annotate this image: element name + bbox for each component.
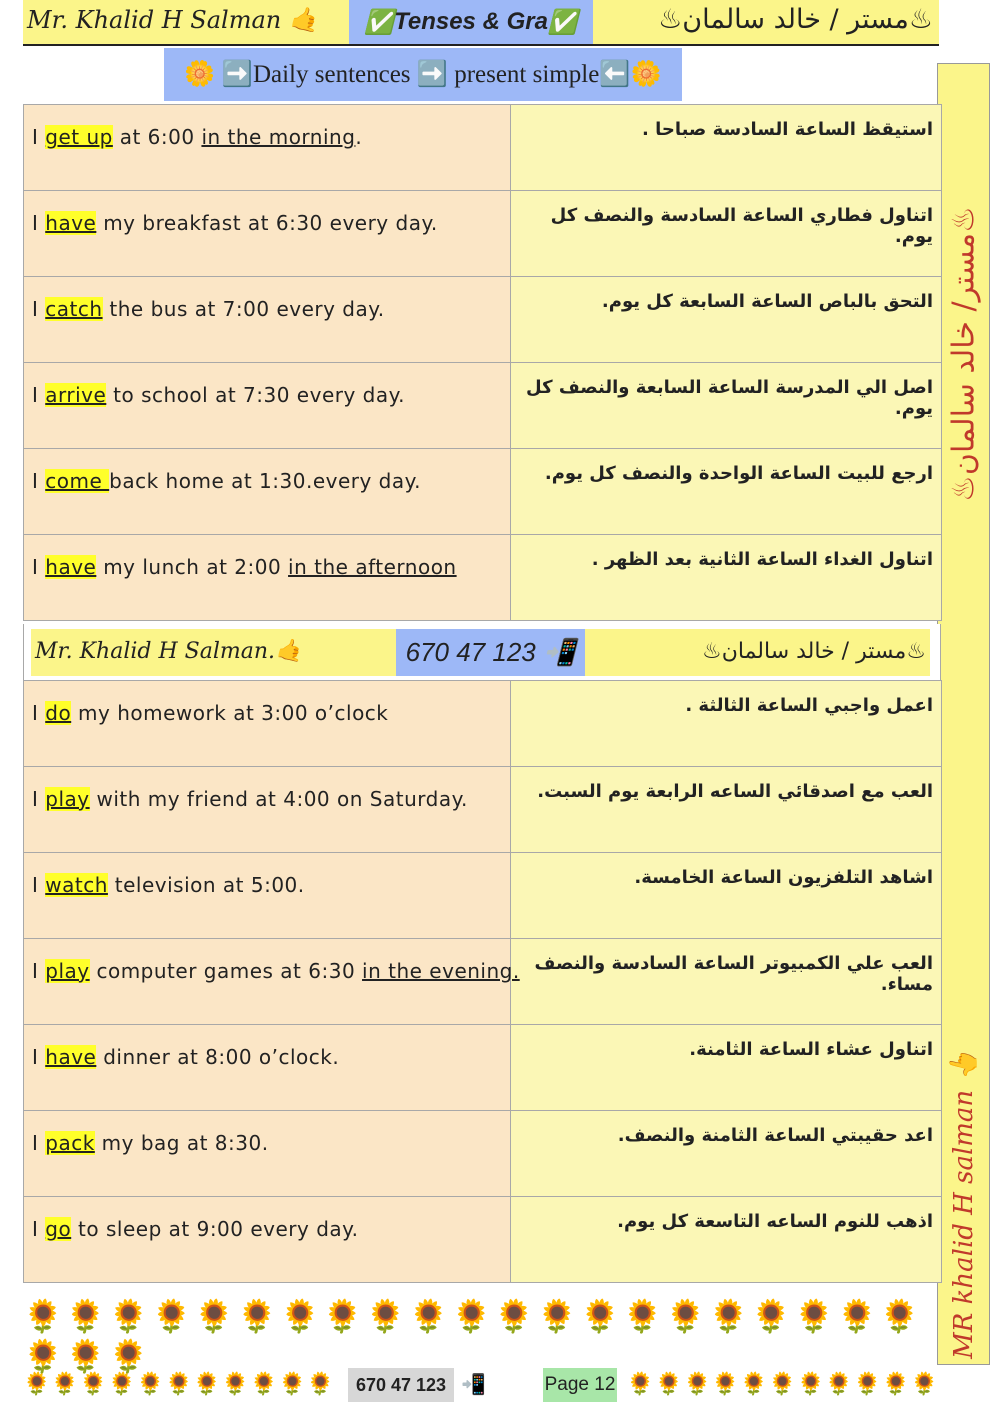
arabic-sentence: اتناول عشاء الساعة الثامنة. bbox=[689, 1039, 933, 1060]
time-phrase: in the afternoon bbox=[288, 555, 457, 579]
arabic-sentence: اعمل واجبي الساعة الثالثة . bbox=[685, 695, 933, 716]
hotspring-icon: ♨ bbox=[658, 4, 683, 35]
arabic-cell bbox=[511, 853, 942, 939]
arabic-cell bbox=[511, 681, 942, 767]
verb-highlight: have bbox=[45, 211, 97, 235]
english-cell bbox=[24, 767, 511, 853]
sentence-row bbox=[24, 535, 942, 621]
english-cell bbox=[24, 1197, 511, 1283]
sentence-table-bottom bbox=[23, 680, 942, 1283]
english-sentence bbox=[24, 681, 510, 725]
arabic-cell bbox=[511, 1111, 942, 1197]
phone-icon: 📲 bbox=[461, 1372, 486, 1396]
english-sentence bbox=[24, 105, 510, 149]
subject: I bbox=[32, 469, 39, 493]
english-cell bbox=[24, 853, 511, 939]
subject: I bbox=[32, 873, 39, 897]
english-sentence bbox=[24, 767, 510, 811]
verb-highlight: do bbox=[45, 701, 72, 725]
sentence-rest: the bus at 7:00 every day. bbox=[102, 297, 385, 321]
subject: I bbox=[32, 959, 39, 983]
english-cell bbox=[24, 191, 511, 277]
english-cell bbox=[24, 1025, 511, 1111]
sentence-rest: with my friend at 4:00 on Saturday. bbox=[89, 787, 468, 811]
arrow-left-icon: ⬅️ bbox=[599, 61, 631, 88]
verb-highlight: have bbox=[45, 1045, 97, 1069]
mid-author-name-en: Mr. Khalid H Salman. bbox=[35, 639, 276, 664]
sentence-row bbox=[24, 191, 942, 277]
subject: I bbox=[32, 125, 39, 149]
flower-icon: 🌼 bbox=[630, 61, 662, 88]
verb-highlight: play bbox=[45, 959, 90, 983]
sentence-rest: my lunch at 2:00 bbox=[96, 555, 289, 579]
hotspring-icon: ♨ bbox=[701, 639, 722, 664]
arabic-cell bbox=[511, 191, 942, 277]
hotspring-icon: ♨ bbox=[946, 206, 981, 233]
sentence-rest: at 6:00 bbox=[112, 125, 202, 149]
hotspring-icon: ♨ bbox=[946, 475, 981, 502]
pointing-hand-icon: 👆 bbox=[948, 1049, 979, 1082]
arabic-sentence: اعد حقيبتي الساعة الثامنة والنصف. bbox=[617, 1125, 933, 1146]
arabic-sentence: التحق بالباص الساعة السابعة كل يوم. bbox=[601, 291, 933, 312]
footer-phone-number: 670 47 123 bbox=[355, 1374, 447, 1395]
subject: I bbox=[32, 1045, 39, 1069]
english-sentence bbox=[24, 1025, 510, 1069]
english-sentence bbox=[24, 191, 510, 235]
header-title-box bbox=[349, 0, 593, 44]
subject: I bbox=[32, 211, 39, 235]
arabic-cell bbox=[511, 535, 942, 621]
subject: I bbox=[32, 555, 39, 579]
footer-phone bbox=[348, 1368, 454, 1402]
subject: I bbox=[32, 701, 39, 725]
sentence-rest: computer games at 6:30 bbox=[89, 959, 363, 983]
sunflower-icon: 🌻🌻🌻🌻🌻🌻🌻🌻🌻🌻🌻 bbox=[23, 1372, 336, 1397]
sentence-rest: my breakfast at 6:30 every day. bbox=[96, 211, 438, 235]
verb-highlight: come bbox=[45, 469, 110, 493]
sentence-rest: back home at 1:30.every day. bbox=[109, 469, 421, 493]
sentence-rest: television at 5:00. bbox=[107, 873, 305, 897]
arabic-sentence: اشاهد التلفزيون الساعة الخامسة. bbox=[634, 867, 933, 888]
english-sentence bbox=[24, 277, 510, 321]
time-phrase: in the morning bbox=[201, 125, 356, 149]
phone-number: 670 47 123 bbox=[405, 637, 536, 667]
arabic-cell bbox=[511, 1025, 942, 1111]
arabic-sentence: اصل الي المدرسة الساعة السابعة والنصف كل يوم. bbox=[526, 377, 933, 419]
mid-phone-box bbox=[396, 629, 585, 676]
arabic-sentence: ارجع للبيت الساعة الواحدة والنصف كل يوم. bbox=[544, 463, 933, 484]
arrow-right-icon: ➡️ bbox=[221, 61, 253, 88]
subject: I bbox=[32, 297, 39, 321]
english-sentence bbox=[24, 535, 510, 579]
sentence-row bbox=[24, 449, 942, 535]
side-author-en bbox=[949, 1049, 979, 1359]
arabic-sentence: العب علي الكمبيوتر الساعة السادسة والنصف مساء. bbox=[534, 953, 933, 995]
sentence-row bbox=[24, 939, 942, 1025]
english-sentence bbox=[24, 1111, 510, 1155]
author-name-en: Mr. Khalid H Salman bbox=[27, 6, 282, 34]
arabic-sentence: اذهب للنوم الساعه التاسعة كل يوم. bbox=[617, 1211, 933, 1232]
page-footer bbox=[23, 1368, 939, 1404]
arabic-cell bbox=[511, 767, 942, 853]
sentence-row bbox=[24, 1111, 942, 1197]
header-author-en bbox=[27, 6, 319, 34]
time-phrase: in the evening. bbox=[362, 959, 520, 983]
sentence-rest: my homework at 3:00 o’clock bbox=[71, 701, 389, 725]
english-sentence bbox=[24, 363, 510, 407]
verb-highlight: go bbox=[45, 1217, 72, 1241]
sentence-table-top bbox=[23, 104, 942, 621]
arabic-cell bbox=[511, 449, 942, 535]
english-sentence bbox=[24, 853, 510, 897]
sentence-end: . bbox=[355, 125, 363, 149]
sentence-row bbox=[24, 767, 942, 853]
arabic-cell bbox=[511, 939, 942, 1025]
english-cell bbox=[24, 363, 511, 449]
subject: I bbox=[32, 787, 39, 811]
side-text-en: MR khalid H salman bbox=[948, 1089, 979, 1359]
english-cell bbox=[24, 449, 511, 535]
sentence-rest: my bag at 8:30. bbox=[94, 1131, 269, 1155]
sentence-row bbox=[24, 1197, 942, 1283]
header-author-ar bbox=[658, 4, 933, 35]
verb-highlight: play bbox=[45, 787, 90, 811]
mid-author-name-ar: مستر / خالد سالمان bbox=[721, 639, 907, 664]
page-label: Page 12 bbox=[544, 1374, 616, 1395]
sentence-row bbox=[24, 681, 942, 767]
arabic-cell bbox=[511, 363, 942, 449]
arabic-cell bbox=[511, 277, 942, 363]
hand-icon: 🤙 bbox=[288, 6, 319, 34]
hotspring-icon: ♨ bbox=[908, 4, 933, 35]
english-cell bbox=[24, 1111, 511, 1197]
header-title: Tenses & Gra bbox=[394, 8, 548, 35]
english-cell bbox=[24, 277, 511, 363]
subtitle-part2: present simple bbox=[454, 60, 600, 88]
arabic-cell bbox=[511, 1197, 942, 1283]
sentence-row bbox=[24, 853, 942, 939]
verb-highlight: arrive bbox=[45, 383, 107, 407]
subject: I bbox=[32, 1131, 39, 1155]
sentence-rest: to sleep at 9:00 every day. bbox=[71, 1217, 359, 1241]
subject: I bbox=[32, 383, 39, 407]
page-header bbox=[23, 0, 939, 46]
verb-highlight: catch bbox=[45, 297, 103, 321]
english-cell bbox=[24, 105, 511, 191]
subject: I bbox=[32, 1217, 39, 1241]
english-sentence bbox=[24, 1197, 510, 1241]
author-name-ar: مستر / خالد سالمان bbox=[682, 4, 909, 35]
sentence-row bbox=[24, 363, 942, 449]
subtitle-banner bbox=[164, 48, 682, 101]
hotspring-icon: ♨ bbox=[906, 639, 926, 664]
flower-icon: 🌼 bbox=[184, 61, 216, 88]
sentence-rest: dinner at 8:00 o’clock. bbox=[96, 1045, 340, 1069]
sunflower-row bbox=[23, 1296, 939, 1376]
english-cell bbox=[24, 535, 511, 621]
check-icon: ✅ bbox=[547, 8, 578, 36]
verb-highlight: pack bbox=[45, 1131, 95, 1155]
subtitle-part1: Daily sentences bbox=[252, 60, 411, 88]
side-banner bbox=[937, 63, 990, 1365]
mid-banner bbox=[23, 624, 941, 680]
arabic-sentence: استيقظ الساعة السادسة صباحا . bbox=[641, 119, 933, 140]
hand-icon: 🤙 bbox=[275, 639, 303, 664]
side-text-ar: مستر/ خالد سالمان bbox=[946, 232, 981, 476]
sentence-row bbox=[24, 1025, 942, 1111]
english-cell bbox=[24, 939, 520, 1025]
mid-banner-inner bbox=[31, 629, 930, 676]
arabic-cell bbox=[511, 105, 942, 191]
sentence-rest: to school at 7:30 every day. bbox=[106, 383, 405, 407]
english-cell bbox=[24, 681, 511, 767]
arrow-right-icon: ➡️ bbox=[416, 61, 448, 88]
sunflower-icon: 🌻🌻🌻🌻🌻🌻🌻🌻🌻🌻🌻🌻🌻🌻🌻🌻🌻🌻🌻🌻🌻🌻🌻🌻 bbox=[23, 1297, 923, 1375]
sentence-row bbox=[24, 105, 942, 191]
verb-highlight: have bbox=[45, 555, 97, 579]
arabic-sentence: العب مع اصدقائي الساعه الرابعة يوم السبت. bbox=[537, 781, 933, 802]
verb-highlight: get up bbox=[45, 125, 113, 149]
check-icon: ✅ bbox=[364, 8, 395, 36]
verb-highlight: watch bbox=[45, 873, 108, 897]
mid-author-ar bbox=[702, 639, 926, 664]
arabic-sentence: اتناول الغداء الساعة الثانية بعد الظهر . bbox=[591, 549, 933, 570]
sunflower-icon: 🌻🌻🌻🌻🌻🌻🌻🌻🌻🌻🌻 bbox=[626, 1372, 939, 1397]
arabic-sentence: اتناول فطاري الساعة السادسة والنصف كل يوم. bbox=[550, 205, 933, 247]
page-number bbox=[543, 1368, 617, 1402]
side-author-ar bbox=[946, 206, 981, 502]
mid-author-en bbox=[35, 639, 302, 664]
english-sentence bbox=[24, 939, 520, 983]
phone-icon: 📲 bbox=[543, 637, 576, 667]
sentence-row bbox=[24, 277, 942, 363]
english-sentence bbox=[24, 449, 510, 493]
